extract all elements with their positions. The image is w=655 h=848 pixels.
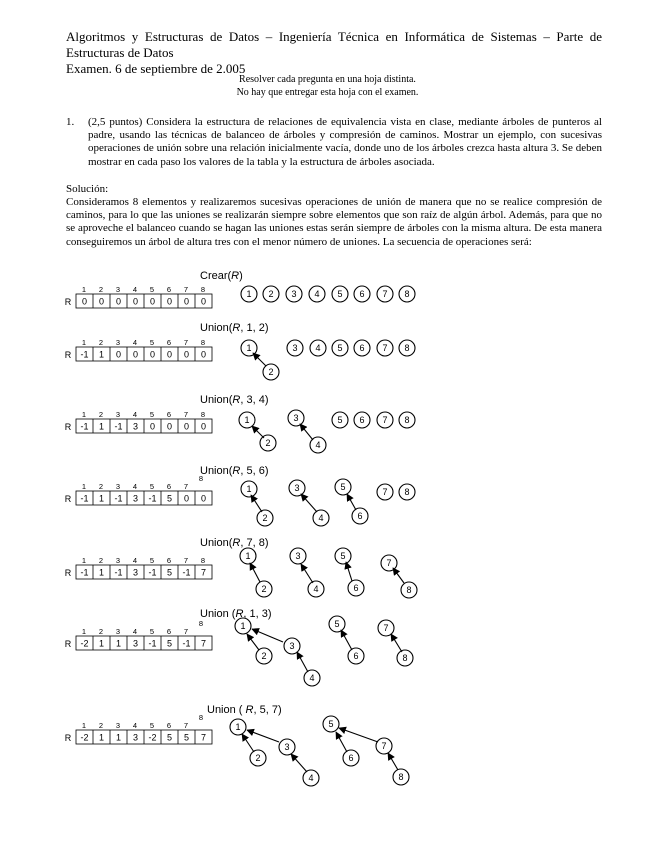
svg-text:1: 1 <box>246 289 252 299</box>
svg-text:2: 2 <box>261 584 267 594</box>
solution-label: Solución: <box>66 183 109 195</box>
svg-text:3: 3 <box>115 482 121 491</box>
cell: 0 <box>132 296 139 307</box>
svg-text:3: 3 <box>115 338 121 347</box>
svg-text:3: 3 <box>132 732 139 743</box>
svg-text:7: 7 <box>183 721 189 730</box>
svg-text:6: 6 <box>348 753 354 763</box>
array-table <box>65 619 212 650</box>
svg-text:3: 3 <box>115 721 121 730</box>
step-2 <box>65 322 415 380</box>
svg-text:3: 3 <box>295 551 301 561</box>
array-table <box>65 285 212 308</box>
svg-text:4: 4 <box>132 721 138 730</box>
svg-text:0: 0 <box>200 349 207 360</box>
svg-text:3: 3 <box>289 641 295 651</box>
svg-text:8: 8 <box>200 410 206 419</box>
svg-text:4: 4 <box>315 440 321 450</box>
svg-text:8: 8 <box>404 487 410 497</box>
svg-text:R: R <box>64 494 72 504</box>
svg-text:-1: -1 <box>114 421 123 432</box>
svg-text:1: 1 <box>81 482 87 491</box>
svg-text:6: 6 <box>357 511 363 521</box>
svg-text:7: 7 <box>386 558 392 568</box>
svg-text:2: 2 <box>265 438 271 448</box>
step-4 <box>65 465 415 526</box>
svg-text:5: 5 <box>334 619 340 629</box>
svg-text:3: 3 <box>115 285 121 294</box>
svg-text:0: 0 <box>183 493 190 504</box>
svg-text:4: 4 <box>314 289 320 299</box>
svg-text:8: 8 <box>200 338 206 347</box>
array-table <box>65 556 212 579</box>
svg-text:0: 0 <box>200 421 207 432</box>
svg-text:7: 7 <box>183 556 189 565</box>
svg-text:2: 2 <box>98 556 104 565</box>
svg-text:7: 7 <box>382 487 388 497</box>
svg-text:5: 5 <box>337 343 343 353</box>
svg-text:6: 6 <box>359 343 365 353</box>
svg-text:-1: -1 <box>80 349 89 360</box>
svg-text:-1: -1 <box>80 567 89 578</box>
svg-text:0: 0 <box>183 421 190 432</box>
svg-text:0: 0 <box>132 349 139 360</box>
svg-text:Union(R, 1, 2): Union(R, 1, 2) <box>200 322 269 334</box>
svg-text:3: 3 <box>132 421 139 432</box>
svg-text:8: 8 <box>198 474 204 483</box>
svg-text:7: 7 <box>200 732 207 743</box>
svg-text:5: 5 <box>340 551 346 561</box>
svg-text:1: 1 <box>81 627 87 636</box>
svg-text:1: 1 <box>246 343 252 353</box>
svg-text:Union (R, 1, 3): Union (R, 1, 3) <box>200 608 272 620</box>
cell: 0 <box>183 296 190 307</box>
svg-text:5: 5 <box>149 627 155 636</box>
svg-text:1: 1 <box>115 732 122 743</box>
svg-text:5: 5 <box>149 721 155 730</box>
svg-text:8: 8 <box>404 289 410 299</box>
svg-text:5: 5 <box>166 638 173 649</box>
svg-text:1: 1 <box>235 722 241 732</box>
svg-text:1: 1 <box>246 484 252 494</box>
step-1 <box>65 270 415 308</box>
svg-text:2: 2 <box>261 651 267 661</box>
svg-text:4: 4 <box>132 410 138 419</box>
svg-text:7: 7 <box>381 741 387 751</box>
svg-text:-1: -1 <box>114 567 123 578</box>
svg-text:6: 6 <box>166 627 172 636</box>
svg-text:1: 1 <box>245 551 251 561</box>
svg-text:1: 1 <box>240 621 246 631</box>
svg-text:3: 3 <box>115 556 121 565</box>
svg-text:4: 4 <box>308 773 314 783</box>
svg-text:2: 2 <box>98 627 104 636</box>
svg-text:2: 2 <box>98 721 104 730</box>
svg-text:6: 6 <box>166 721 172 730</box>
svg-text:7: 7 <box>183 482 189 491</box>
svg-text:7: 7 <box>200 638 207 649</box>
svg-text:5: 5 <box>337 415 343 425</box>
svg-text:2: 2 <box>98 338 104 347</box>
svg-text:0: 0 <box>115 349 122 360</box>
op-args: ) <box>239 270 243 282</box>
array-table <box>65 474 212 505</box>
svg-text:4: 4 <box>132 482 138 491</box>
svg-text:-2: -2 <box>80 638 89 649</box>
svg-text:7: 7 <box>183 285 189 294</box>
svg-text:4: 4 <box>132 285 138 294</box>
svg-text:5: 5 <box>340 482 346 492</box>
svg-text:R: R <box>64 639 72 649</box>
svg-text:7: 7 <box>382 415 388 425</box>
svg-text:6: 6 <box>166 285 172 294</box>
tree-nodes <box>241 286 415 302</box>
svg-text:4: 4 <box>315 343 321 353</box>
svg-text:5: 5 <box>166 493 173 504</box>
svg-text:3: 3 <box>132 638 139 649</box>
svg-text:0: 0 <box>166 421 173 432</box>
svg-text:1: 1 <box>98 732 105 743</box>
svg-text:2: 2 <box>255 753 261 763</box>
svg-text:0: 0 <box>149 421 156 432</box>
svg-text:3: 3 <box>132 493 139 504</box>
svg-text:3: 3 <box>293 413 299 423</box>
svg-text:3: 3 <box>115 627 121 636</box>
svg-text:1: 1 <box>98 349 105 360</box>
svg-text:6: 6 <box>166 338 172 347</box>
svg-text:8: 8 <box>200 556 206 565</box>
svg-text:8: 8 <box>398 772 404 782</box>
svg-text:8: 8 <box>404 415 410 425</box>
svg-text:-1: -1 <box>80 493 89 504</box>
cell: 0 <box>166 296 173 307</box>
svg-text:-1: -1 <box>148 567 157 578</box>
svg-text:3: 3 <box>115 410 121 419</box>
op-var: R <box>231 270 240 282</box>
cell: 0 <box>98 296 105 307</box>
array-table <box>65 338 212 361</box>
question-text: (2,5 puntos) Considera la estructura de relaciones de equivalencia vista en clase, mediante árboles de punteros al padre, usando las técnicas de balanceo de árboles y compresión de caminos. Mostrar un ejemplo, con sucesivas operaciones de unión sobre una relación inicialmente vacía, donde uno de los árboles crezca hasta altura 3. Se deben mostrar en cada paso los valores de la tabla y la estructura de árboles asociada. <box>88 116 602 168</box>
svg-text:6: 6 <box>166 410 172 419</box>
svg-text:8: 8 <box>198 619 204 628</box>
step-5 <box>65 537 417 598</box>
svg-text:5: 5 <box>328 719 334 729</box>
svg-text:1: 1 <box>81 338 87 347</box>
svg-text:2: 2 <box>268 367 274 377</box>
svg-text:6: 6 <box>353 583 359 593</box>
svg-text:6: 6 <box>166 556 172 565</box>
svg-text:-1: -1 <box>182 567 191 578</box>
svg-text:0: 0 <box>166 349 173 360</box>
svg-text:5: 5 <box>149 285 155 294</box>
svg-text:4: 4 <box>132 627 138 636</box>
svg-text:5: 5 <box>166 567 173 578</box>
svg-text:1: 1 <box>98 493 105 504</box>
svg-text:Union(R, 3, 4): Union(R, 3, 4) <box>200 394 269 406</box>
svg-text:-1: -1 <box>148 638 157 649</box>
svg-text:-1: -1 <box>148 493 157 504</box>
svg-text:6: 6 <box>359 289 365 299</box>
svg-text:1: 1 <box>244 415 250 425</box>
cell: 0 <box>115 296 122 307</box>
svg-text:1: 1 <box>81 285 87 294</box>
svg-text:5: 5 <box>337 289 343 299</box>
svg-text:7: 7 <box>183 338 189 347</box>
step-7 <box>65 704 409 786</box>
step-3 <box>65 394 415 453</box>
svg-text:7: 7 <box>383 623 389 633</box>
svg-text:-1: -1 <box>114 493 123 504</box>
cell: 0 <box>149 296 156 307</box>
array-table <box>65 410 212 433</box>
array-table <box>65 713 212 744</box>
svg-text:7: 7 <box>183 410 189 419</box>
svg-text:3: 3 <box>294 483 300 493</box>
svg-text:Union(R, 7, 8): Union(R, 7, 8) <box>200 537 269 549</box>
instruction-2: No hay que entregar esta hoja con el examen. <box>236 87 419 98</box>
svg-text:7: 7 <box>183 627 189 636</box>
svg-text:1: 1 <box>98 638 105 649</box>
svg-text:R: R <box>64 568 72 578</box>
svg-text:2: 2 <box>98 285 104 294</box>
svg-text:3: 3 <box>284 742 290 752</box>
svg-text:1: 1 <box>81 721 87 730</box>
step-6 <box>65 608 413 686</box>
svg-text:-1: -1 <box>80 421 89 432</box>
svg-text:2: 2 <box>98 410 104 419</box>
exam-date: Examen. 6 de septiembre de 2.005 <box>66 61 246 76</box>
svg-text:4: 4 <box>313 584 319 594</box>
svg-text:8: 8 <box>198 713 204 722</box>
svg-text:3: 3 <box>132 567 139 578</box>
svg-text:Union(R, 5, 6): Union(R, 5, 6) <box>200 465 269 477</box>
svg-text:3: 3 <box>292 343 298 353</box>
svg-text:R: R <box>64 733 72 743</box>
instruction-1: Resolver cada pregunta en una hoja distinta. <box>239 74 416 85</box>
svg-text:Crear(R) <box>200 270 243 282</box>
op-name: Crear( <box>200 270 232 282</box>
svg-text:7: 7 <box>382 343 388 353</box>
svg-text:2: 2 <box>262 513 268 523</box>
svg-text:0: 0 <box>149 349 156 360</box>
svg-text:1: 1 <box>98 567 105 578</box>
svg-text:4: 4 <box>132 338 138 347</box>
svg-text:5: 5 <box>149 338 155 347</box>
array-label: R <box>64 297 72 307</box>
svg-text:2: 2 <box>98 482 104 491</box>
svg-text:5: 5 <box>149 556 155 565</box>
svg-text:-1: -1 <box>182 638 191 649</box>
svg-text:3: 3 <box>291 289 297 299</box>
solution-text: Consideramos 8 elementos y realizaremos sucesivas operaciones de unión de manera que no se realice compresión de caminos, para lo que las uniones se realizarán siempre sobre elementos que son raíz de algún árbol. Además, para que no se aproveche el balanceo cuando se hagan las uniones estas serán siempre de árboles con la misma altura. De esta manera conseguiremos un árbol de altura tres con el menor número de uniones. La secuencia de operaciones será: <box>66 196 602 248</box>
svg-text:R: R <box>64 422 72 432</box>
svg-text:4: 4 <box>318 513 324 523</box>
svg-text:1: 1 <box>115 638 122 649</box>
svg-text:4: 4 <box>132 556 138 565</box>
svg-text:-2: -2 <box>148 732 157 743</box>
svg-text:-2: -2 <box>80 732 89 743</box>
svg-text:8: 8 <box>402 653 408 663</box>
svg-text:7: 7 <box>200 567 207 578</box>
svg-text:R: R <box>64 350 72 360</box>
cell: 0 <box>81 296 88 307</box>
svg-text:0: 0 <box>183 349 190 360</box>
svg-text:5: 5 <box>183 732 190 743</box>
exam-title: Algoritmos y Estructuras de Datos – Ingeniería Técnica en Informática de Sistemas – Parte de Estructuras de Datos <box>66 29 602 60</box>
svg-text:2: 2 <box>268 289 274 299</box>
svg-text:Union ( R, 5, 7): Union ( R, 5, 7) <box>207 704 282 716</box>
cell: 0 <box>200 296 207 307</box>
svg-text:8: 8 <box>406 585 412 595</box>
svg-text:6: 6 <box>359 415 365 425</box>
svg-text:1: 1 <box>81 410 87 419</box>
svg-text:8: 8 <box>200 285 206 294</box>
svg-text:6: 6 <box>353 651 359 661</box>
svg-text:5: 5 <box>149 482 155 491</box>
question-number: 1. <box>66 116 75 128</box>
svg-text:1: 1 <box>98 421 105 432</box>
svg-text:5: 5 <box>166 732 173 743</box>
svg-text:8: 8 <box>404 343 410 353</box>
svg-text:5: 5 <box>149 410 155 419</box>
svg-text:1: 1 <box>81 556 87 565</box>
svg-text:4: 4 <box>309 673 315 683</box>
svg-text:0: 0 <box>200 493 207 504</box>
svg-text:7: 7 <box>382 289 388 299</box>
svg-text:6: 6 <box>166 482 172 491</box>
